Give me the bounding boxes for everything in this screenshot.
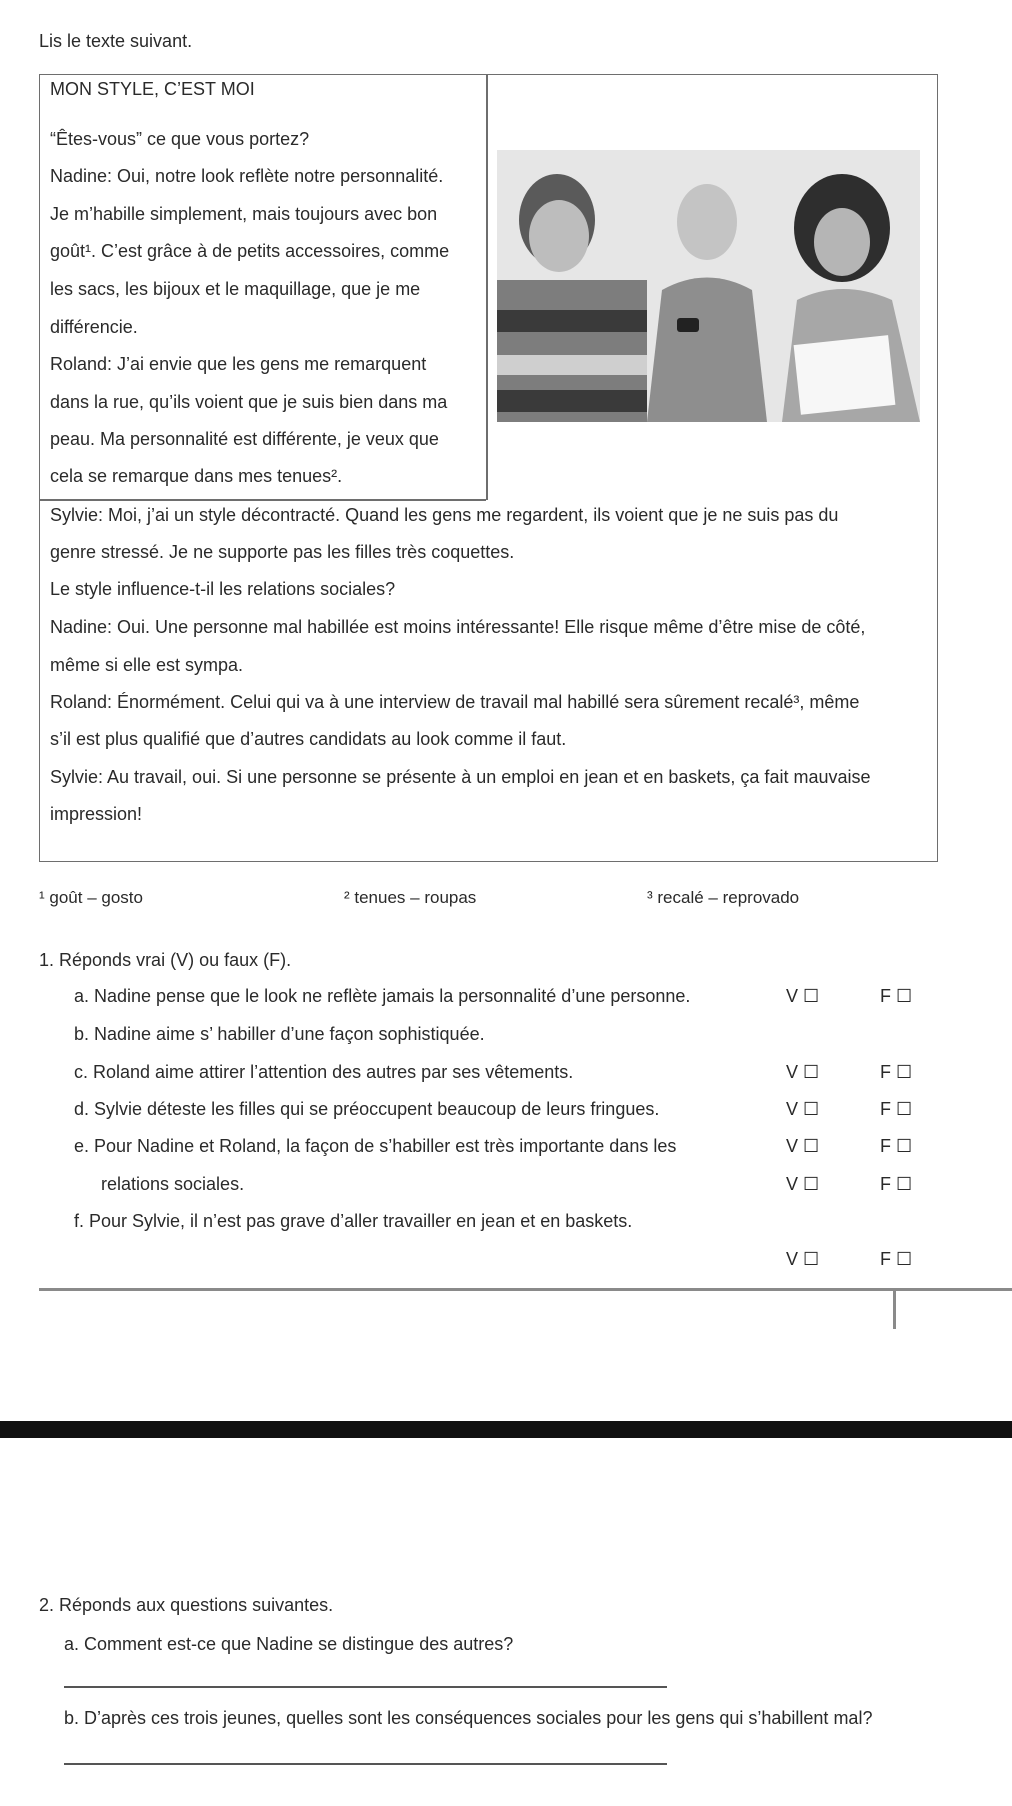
true-checkbox[interactable]: V ☐ bbox=[786, 1062, 820, 1082]
false-checkbox[interactable]: F ☐ bbox=[880, 1174, 913, 1194]
exercise-item: d. Sylvie déteste les filles qui se préoccupent beaucoup de leurs fringues. bbox=[74, 1099, 660, 1119]
false-checkbox[interactable]: F ☐ bbox=[880, 986, 913, 1006]
false-checkbox[interactable]: F ☐ bbox=[880, 1136, 913, 1156]
full-line: Roland: Énormément. Celui qui va à une interview de travail mal habillé sera sûrement recalé³, même bbox=[50, 692, 860, 712]
true-checkbox[interactable]: V ☐ bbox=[786, 1136, 820, 1156]
full-line: Le style influence-t-il les relations sociales? bbox=[50, 579, 396, 599]
left-line: dans la rue, qu’ils voient que je suis bien dans ma bbox=[50, 392, 448, 412]
article-divider bbox=[486, 74, 488, 500]
answer-line-a[interactable] bbox=[64, 1686, 667, 1688]
false-checkbox[interactable]: F ☐ bbox=[880, 1249, 913, 1269]
left-line: Nadine: Oui, notre look reflète notre personnalité. bbox=[50, 166, 444, 186]
footnote: ³ recalé – reprovado bbox=[647, 888, 800, 907]
exercise-2-question-b: b. D’après ces trois jeunes, quelles sont les conséquences sociales pour les gens qui s’habillent mal? bbox=[64, 1708, 873, 1728]
left-line: peau. Ma personnalité est différente, je veux que bbox=[50, 429, 439, 449]
answer-line-b[interactable] bbox=[64, 1763, 667, 1765]
true-checkbox[interactable]: V ☐ bbox=[786, 1099, 820, 1119]
article-title: MON STYLE, C’EST MOI bbox=[50, 79, 255, 99]
section-rule-tick bbox=[893, 1288, 896, 1329]
exercise-item: a. Nadine pense que le look ne reflète jamais la personnalité d’une personne. bbox=[74, 986, 691, 1006]
true-checkbox[interactable]: V ☐ bbox=[786, 986, 820, 1006]
article-hline bbox=[39, 499, 486, 501]
page-break-bar bbox=[0, 1421, 1012, 1438]
instruction: Lis le texte suivant. bbox=[39, 31, 193, 51]
left-line: goût¹. C’est grâce à de petits accessoires, comme bbox=[50, 241, 450, 261]
exercise-item: relations sociales. bbox=[101, 1174, 245, 1194]
full-line: Nadine: Oui. Une personne mal habillée est moins intéressante! Elle risque même d’être mise de côté, bbox=[50, 617, 866, 637]
left-line: différencie. bbox=[50, 317, 138, 337]
full-line: impression! bbox=[50, 804, 143, 824]
exercise-item: b. Nadine aime s’ habiller d’une façon sophistiquée. bbox=[74, 1024, 485, 1044]
exercise-item: f. Pour Sylvie, il n’est pas grave d’aller travailler en jean et en baskets. bbox=[74, 1211, 633, 1231]
exercise-item: c. Roland aime attirer l’attention des autres par ses vêtements. bbox=[74, 1062, 574, 1082]
full-line: Sylvie: Moi, j’ai un style décontracté. Quand les gens me regardent, ils voient que je ne suis pas du bbox=[50, 505, 839, 525]
left-line: les sacs, les bijoux et le maquillage, que je me bbox=[50, 279, 421, 299]
exercise-item: e. Pour Nadine et Roland, la façon de s’habiller est très importante dans les bbox=[74, 1136, 677, 1156]
footnote: ² tenues – roupas bbox=[344, 888, 477, 907]
photo-three-teens bbox=[497, 150, 920, 422]
full-line: Sylvie: Au travail, oui. Si une personne se présente à un emploi en jean et en baskets, ça fait mauvaise bbox=[50, 767, 871, 787]
article-question-1: “Êtes-vous” ce que vous portez? bbox=[50, 129, 310, 149]
exercise-2-title: 2. Réponds aux questions suivantes. bbox=[39, 1595, 334, 1615]
exercise-1-title: 1. Réponds vrai (V) ou faux (F). bbox=[39, 950, 292, 970]
left-line: cela se remarque dans mes tenues². bbox=[50, 466, 343, 486]
left-line: Roland: J’ai envie que les gens me remarquent bbox=[50, 354, 427, 374]
full-line: genre stressé. Je ne supporte pas les filles très coquettes. bbox=[50, 542, 515, 562]
section-rule bbox=[39, 1288, 1012, 1291]
footnote: ¹ goût – gosto bbox=[39, 888, 143, 907]
false-checkbox[interactable]: F ☐ bbox=[880, 1062, 913, 1082]
true-checkbox[interactable]: V ☐ bbox=[786, 1174, 820, 1194]
false-checkbox[interactable]: F ☐ bbox=[880, 1099, 913, 1119]
exercise-2-question-a: a. Comment est-ce que Nadine se distingue des autres? bbox=[64, 1634, 514, 1654]
full-line: s’il est plus qualifié que d’autres candidats au look comme il faut. bbox=[50, 729, 567, 749]
true-checkbox[interactable]: V ☐ bbox=[786, 1249, 820, 1269]
full-line: même si elle est sympa. bbox=[50, 655, 244, 675]
left-line: Je m’habille simplement, mais toujours avec bon bbox=[50, 204, 438, 224]
